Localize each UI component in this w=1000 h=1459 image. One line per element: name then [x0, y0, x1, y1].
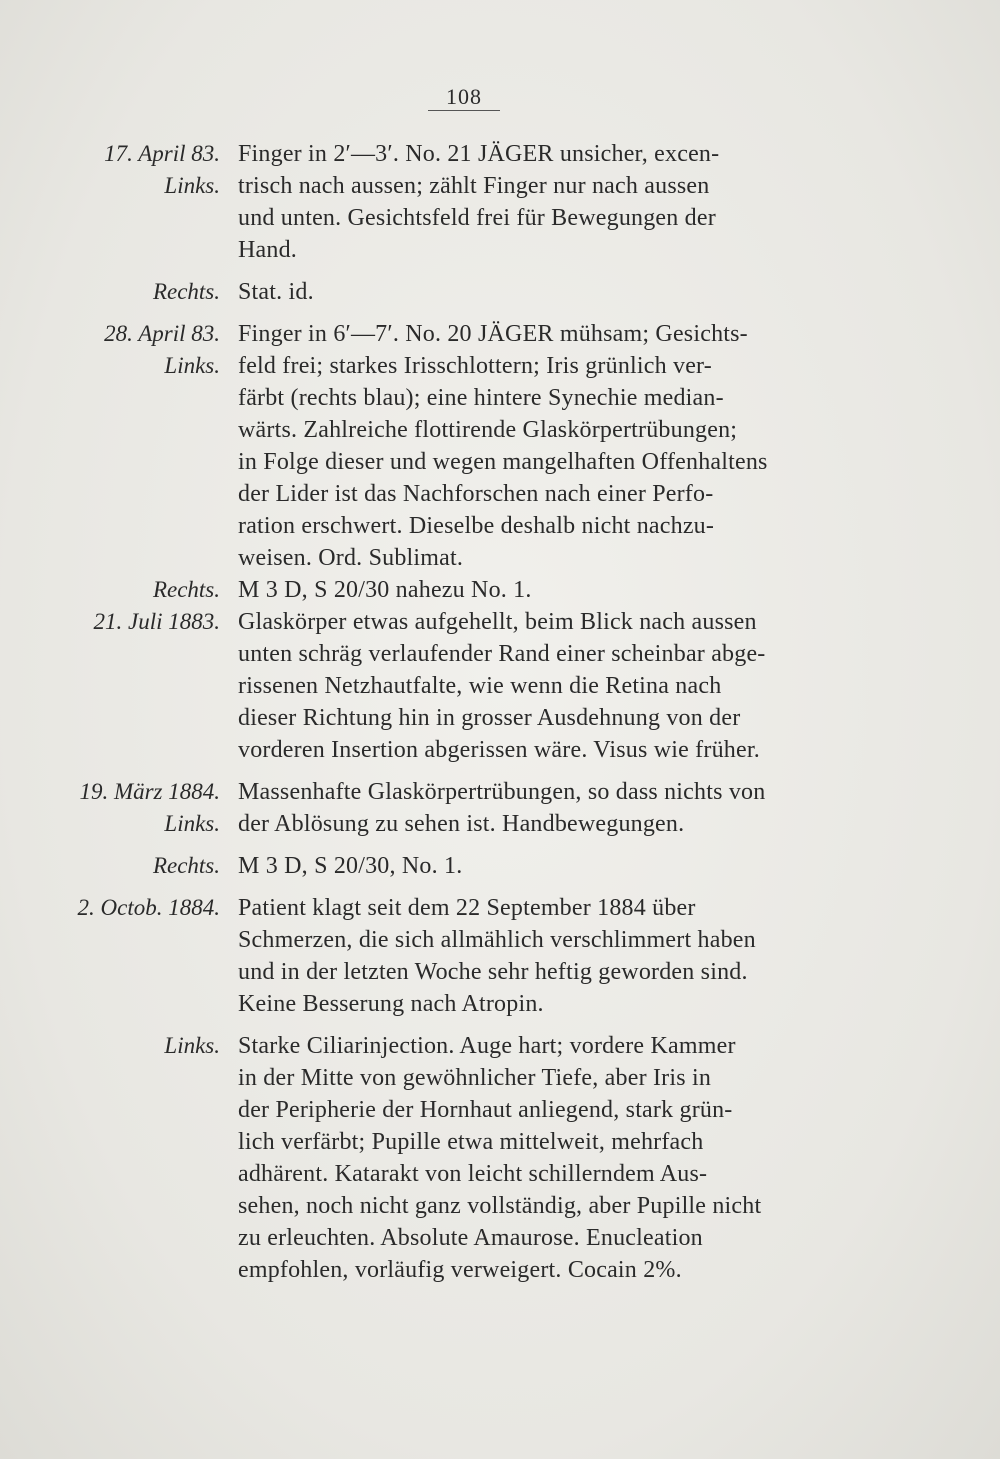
- entry-date-label: [40, 606, 238, 766]
- date-label: 2. Octob. 1884.: [77, 895, 220, 920]
- entry-text: [238, 850, 823, 882]
- entry-text: [238, 892, 823, 1020]
- text-line: adhärent. Katarakt von leicht schillerndem Aus-: [238, 1161, 708, 1187]
- text-line: färbt (rechts blau); eine hintere Synechie median-: [238, 385, 724, 411]
- text-line: Schmerzen, die sich allmählich verschlimmert haben: [238, 927, 756, 953]
- text-line: unten schräg verlaufender Rand einer scheinbar abge-: [238, 641, 766, 667]
- entry-date-label: [40, 1030, 238, 1286]
- eye-label: Links.: [164, 811, 220, 836]
- text-line: Patient klagt seit dem 22 September 1884 über: [238, 895, 696, 921]
- eye-label: Rechts.: [152, 279, 220, 304]
- text-line: Hand.: [238, 237, 297, 263]
- text-line: der Lider ist das Nachforschen nach einer Perfo-: [238, 481, 714, 507]
- entry-rechts-stat: [40, 276, 840, 308]
- text-line: der Peripherie der Hornhaut anliegend, stark grün-: [238, 1097, 733, 1123]
- page-number: 108: [446, 84, 482, 109]
- text-line: zu erleuchten. Absolute Amaurose. Enucleation: [238, 1225, 703, 1251]
- text-line: trisch nach aussen; zählt Finger nur nach aussen: [238, 173, 710, 199]
- text-line: empfohlen, vorläufig verweigert. Cocain 2%.: [238, 1257, 682, 1283]
- entry-text: [238, 1030, 823, 1286]
- entry-date-label: [40, 276, 238, 308]
- text-line: Finger in 6′—7′. No. 20 JÄGER mühsam; Gesichts-: [238, 321, 748, 347]
- text-line: dieser Richtung hin in grosser Ausdehnung von der: [238, 705, 741, 731]
- entry-21-juli-1883: [40, 606, 840, 766]
- entry-links-1884: [40, 1030, 840, 1286]
- text-line: lich verfärbt; Pupille etwa mittelweit, mehrfach: [238, 1129, 704, 1155]
- text-line: Finger in 2′—3′. No. 21 JÄGER unsicher, excen-: [238, 141, 720, 167]
- entry-date-label: [40, 892, 238, 1020]
- text-line: in Folge dieser und wegen mangelhaften Offenhaltens: [238, 449, 768, 475]
- entry-2-octob-1884: [40, 892, 840, 1020]
- text-line: Keine Besserung nach Atropin.: [238, 991, 544, 1017]
- date-label: 19. März 1884.: [79, 779, 220, 804]
- entry-rechts-1884: [40, 850, 840, 882]
- text-line: rissenen Netzhautfalte, wie wenn die Retina nach: [238, 673, 722, 699]
- text-line: Starke Ciliarinjection. Auge hart; vordere Kammer: [238, 1033, 736, 1059]
- entry-text: [238, 574, 823, 606]
- eye-label: Links.: [164, 353, 220, 378]
- text-line: feld frei; starkes Irisschlottern; Iris grünlich ver-: [238, 353, 712, 379]
- text-line: wärts. Zahlreiche flottirende Glaskörpertrübungen;: [238, 417, 738, 443]
- eye-label: Links.: [164, 173, 220, 198]
- text-line: Stat. id.: [238, 279, 314, 305]
- entry-date-label: [40, 776, 238, 840]
- entry-date-label: [40, 138, 238, 266]
- entry-date-label: [40, 318, 238, 574]
- text-line: und unten. Gesichtsfeld frei für Bewegungen der: [238, 205, 716, 231]
- date-label: 28. April 83.: [104, 321, 220, 346]
- text-line: ration erschwert. Dieselbe deshalb nicht nachzu-: [238, 513, 715, 539]
- entry-text: [238, 606, 823, 766]
- text-line: vorderen Insertion abgerissen wäre. Visus wie früher.: [238, 737, 760, 763]
- text-line: und in der letzten Woche sehr heftig geworden sind.: [238, 959, 748, 985]
- date-label: 21. Juli 1883.: [93, 609, 220, 634]
- case-notes: [40, 138, 840, 1286]
- entry-text: [238, 776, 823, 840]
- entry-rechts-m3d: [40, 574, 840, 606]
- entry-17-april-83: [40, 138, 840, 266]
- entry-text: [238, 318, 823, 574]
- text-line: der Ablösung zu sehen ist. Handbewegungen.: [238, 811, 685, 837]
- page-number-rule: [428, 110, 500, 111]
- text-line: Massenhafte Glaskörpertrübungen, so dass nichts von: [238, 779, 766, 805]
- entry-text: [238, 276, 823, 308]
- date-label: 17. April 83.: [104, 141, 220, 166]
- entry-date-label: [40, 850, 238, 882]
- text-line: M 3 D, S 20/30, No. 1.: [238, 853, 463, 879]
- entry-19-maerz-1884: [40, 776, 840, 840]
- entry-date-label: [40, 574, 238, 606]
- eye-label: Rechts.: [152, 577, 220, 602]
- text-line: in der Mitte von gewöhnlicher Tiefe, aber Iris in: [238, 1065, 712, 1091]
- eye-label: Links.: [164, 1033, 220, 1058]
- text-line: sehen, noch nicht ganz vollständig, aber Pupille nicht: [238, 1193, 762, 1219]
- entry-28-april-83: [40, 318, 840, 574]
- text-line: M 3 D, S 20/30 nahezu No. 1.: [238, 577, 532, 603]
- text-line: weisen. Ord. Sublimat.: [238, 545, 464, 571]
- eye-label: Rechts.: [152, 853, 220, 878]
- text-line: Glaskörper etwas aufgehellt, beim Blick nach aussen: [238, 609, 757, 635]
- entry-text: [238, 138, 823, 266]
